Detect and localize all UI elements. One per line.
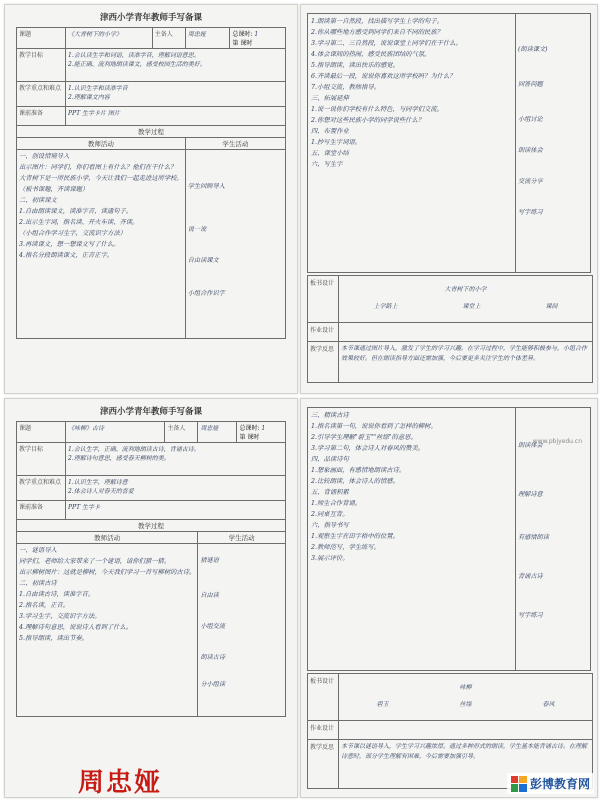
- prep-label: 课前准备: [17, 107, 66, 126]
- lesson-info-table: 课题 《大青树下的小学》 主备人 周忠娅 总课时: 1 第 课时 教学目标 1.会认读生字和词语，读准字音，理解词语意思。 2.能正确、流利地朗读课文，感受校园生活的美好。 教学重点和难点 1.认识生字和读准字音 2.理解课文内容 课前准备 PPT 生字卡片 图片 教学过程 教师活动 学生活动 一、创设情境导入 出示图片：同学们，你们看图上有什么？他们在干什么？ 大青树下是一所民族小学，今天让我们一起走进这所学校。 （板书课题，齐读课题） 二、初读课文 1.自由朗读课文，读准字音，读通句子。 2.出示生字词，指名读、开火车读、齐读。 （小组合作学习生字，交流识字方法） 3.再读课文，想一想课文写了什么。 4.指名分段朗读课文，正音正字。 学生回顾导入 说一说 自由读课文 小组合作识字: [16, 27, 286, 339]
- board-design-table: [307, 673, 593, 789]
- activity-line: 1.抄写生字词语。: [311, 139, 362, 146]
- student-note: 写字练习: [518, 209, 543, 216]
- teacher-value: 周忠娅: [185, 28, 230, 49]
- homework-label: 作业设计: [308, 323, 339, 341]
- activity-line: 1.朗读第一自然段，找出描写学生上学的句子。: [311, 18, 443, 25]
- activity-line: 五、课堂小结: [311, 150, 349, 157]
- activity-line: 一、创设情境导入: [19, 153, 70, 160]
- activity-line: 6.齐读最后一段，说说你喜欢这所学校吗？为什么？: [311, 73, 456, 80]
- activity-line: 二、初读课文: [19, 197, 57, 204]
- reflection-text: 本节课以谜语导入，学生学习兴趣浓厚。通过多种形式的朗读，学生基本能背诵古诗。在理解诗意时，部分学生理解有困难，今后需要加强引导。: [341, 743, 588, 760]
- keypoint-item: 2.体会诗人对春天的喜爱: [68, 488, 134, 495]
- activity-line: 2.同桌互背。: [311, 511, 349, 518]
- lesson-no-label: 第 课时: [232, 40, 253, 47]
- student-note: 学生回顾导入: [187, 183, 225, 190]
- student-note: 猜谜语: [200, 557, 219, 564]
- lesson-info-table: 课题 《咏柳》古诗 主备人 周忠娅 总课时: 1 第 课时 教学目标 1.会认生字，正确、流利地朗读古诗，背诵古诗。 2.理解诗句意思，感受春天柳树的美。 教学重点和难点 1.认识生字，理解诗意 2.体会诗人对春天的喜爱 课前准备 PPT 生字卡 教学过程 教师活动 学生活动 一、谜语导入 同学们，老师给大家带来了一个谜语，请你们猜一猜。 出示柳树图片：这就是柳树，今天我们学习一首写柳树的古诗。 二、初读古诗 1.自由读古诗，读准字音。 2.指名读，正音。 3.学习生字，交流识字方法。 4.理解诗句意思，说说诗人看到了什么。 5.指导朗读，读出节奏。 猜谜语 自由读 小组交流 朗读古诗 分小组读: [16, 421, 286, 717]
- goal-label: 教学目标: [17, 443, 66, 476]
- board-item: 课堂上: [462, 303, 481, 310]
- homework-value: [339, 721, 592, 739]
- activity-line: 五、背诵积累: [311, 489, 349, 496]
- student-note: 分小组读: [200, 681, 226, 688]
- reflection-label: 教学反思: [308, 342, 339, 382]
- activity-line: 一、谜语导入: [19, 547, 57, 554]
- activity-line: 二、初读古诗: [19, 580, 57, 587]
- reflection-text: 本节课通过图片导入，激发了学生的学习兴趣。在学习过程中，学生能够积极参与，小组合作效果较好。但在朗读指导方面还需加强，今后要更多关注学生的个体差异。: [341, 345, 588, 362]
- keypoint-label: 教学重点和难点: [17, 476, 66, 501]
- activity-line: 同学们，老师给大家带来了一个谜语，请你们猜一猜。: [19, 558, 171, 565]
- prep-value: PPT 生字卡: [66, 501, 286, 520]
- board-item: 上学路上: [373, 303, 398, 310]
- keypoint-item: 1.认识生字和读准字音: [68, 85, 128, 92]
- activity-line: 1.观察生字在田字格中的位置。: [311, 533, 399, 540]
- student-note: 朗读体会: [518, 442, 543, 449]
- watermark-logo[interactable]: [507, 773, 594, 794]
- goal-item: 2.理解诗句意思，感受春天柳树的美。: [68, 455, 170, 462]
- prep-label: 课前准备: [17, 501, 66, 520]
- activity-line: 2.教师范写，学生练写。: [311, 544, 380, 551]
- lesson-plan-sheet-2: [300, 4, 598, 394]
- student-note: 回答问题: [518, 81, 543, 88]
- activity-line: 1.想象画面，有感情地朗读古诗。: [311, 467, 406, 474]
- board-item: 春风: [542, 701, 555, 708]
- student-note: 自由读课文: [187, 257, 219, 264]
- activity-line: 3.学习第二句，体会诗人对春风的赞美。: [311, 445, 425, 452]
- activity-line: 出示柳树图片：这就是柳树，今天我们学习一首写柳树的古诗。: [19, 569, 196, 576]
- activity-line: 大青树下是一所民族小学，今天让我们一起走进这所学校。: [19, 175, 183, 182]
- student-note: 说一说: [187, 226, 207, 233]
- activity-line: 3.学习第二、三自然段，说说课堂上同学们在干什么。: [311, 40, 462, 47]
- board-title: 大青树下的小学: [444, 286, 487, 293]
- student-note: (朗读课文): [518, 46, 548, 53]
- teacher-label: 主备人: [165, 422, 198, 443]
- homework-label: 作业设计: [308, 721, 339, 739]
- teacher-col-header: 教师活动: [17, 138, 186, 150]
- goal-label: 教学目标: [17, 49, 66, 82]
- teacher-col-header: 教师活动: [17, 532, 198, 544]
- board-item: 丝绦: [459, 701, 472, 708]
- activity-line: 三、拓展延伸: [311, 95, 349, 102]
- activity-line: 1.说一说你们学校有什么特色，与同学们交流。: [311, 106, 443, 113]
- lesson-plan-sheet-3: [4, 398, 298, 798]
- board-item: 课间: [545, 303, 558, 310]
- topic-label: 课题: [17, 422, 66, 443]
- activity-line: 1.自由读古诗，读准字音。: [19, 591, 95, 598]
- activity-line: 2.比较朗读，体会诗人的情感。: [311, 478, 399, 485]
- student-note: 写字练习: [518, 612, 543, 619]
- activity-line: 1.师生合作背诵。: [311, 500, 362, 507]
- student-note: 小组讨论: [518, 116, 543, 123]
- activity-line: 四、品读诗句: [311, 456, 349, 463]
- watermark-name: 彭博教育网: [529, 777, 590, 791]
- activity-line: 出示图片：同学们，你们看图上有什么？他们在干什么？: [19, 164, 177, 171]
- activity-line: 2.出示生字词，指名读、开火车读、齐读。: [19, 219, 139, 226]
- activity-line: 四、布置作业: [311, 128, 349, 135]
- teacher-value: 周忠娅: [198, 422, 237, 443]
- activity-line: 2.你想对这些民族小学的同学说些什么？: [311, 117, 425, 124]
- activity-line: 六、写生字: [311, 161, 343, 168]
- activity-line: 4.理解诗句意思，说说诗人看到了什么。: [19, 624, 133, 631]
- activity-line: 2.你从哪些地方感受到同学们来自不同的民族？: [311, 29, 443, 36]
- goal-item: 1.会认读生字和词语，读准字音，理解词语意思。: [68, 52, 200, 59]
- activity-line: 2.引导学生理解"碧玉""丝绦"的意思。: [311, 434, 417, 441]
- lesson-plan-sheet-4: [300, 398, 598, 798]
- goal-item: 1.会认生字，正确、流利地朗读古诗，背诵古诗。: [68, 446, 200, 453]
- board-design-table: [307, 275, 593, 383]
- board-item: 碧玉: [376, 701, 389, 708]
- topic-value: 《咏柳》古诗: [66, 422, 165, 443]
- student-note: 朗读体会: [518, 147, 543, 154]
- teacher-label: 主备人: [152, 28, 185, 49]
- reflection-label: 教学反思: [308, 740, 339, 788]
- author-name: 周忠娅: [78, 768, 163, 798]
- keypoint-label: 教学重点和难点: [17, 82, 66, 107]
- activity-line: 5.指导朗读，读出快乐的感觉。: [311, 62, 399, 69]
- activity-line: 2.指名读，正音。: [19, 602, 70, 609]
- process-label: 教学过程: [17, 520, 286, 532]
- activity-line: 1.自由朗读课文，读准字音，读通句子。: [19, 208, 133, 215]
- logo-icon: [511, 776, 527, 792]
- student-note: 交流分享: [518, 178, 543, 185]
- activity-line: （小组合作学习生字，交流识字方法）: [19, 230, 127, 237]
- keypoint-item: 2.理解课文内容: [68, 94, 110, 101]
- student-note: 小组交流: [200, 623, 226, 630]
- activity-line: （板书课题，齐读课题）: [19, 186, 89, 193]
- topic-value: 《大青树下的小学》: [66, 28, 153, 49]
- hours-value: 1: [261, 425, 266, 432]
- sheet-title: 津西小学青年教师手写备课: [99, 13, 202, 23]
- watermark-url: www.pbjyedu.cn: [532, 438, 582, 445]
- student-col-header: 学生活动: [198, 532, 286, 544]
- hours-label: 总课时: [239, 425, 258, 432]
- student-note: 小组合作识字: [187, 290, 225, 297]
- topic-label: 课题: [17, 28, 66, 49]
- activity-line: 三、精读古诗: [311, 412, 349, 419]
- hours-value: 1: [254, 31, 259, 38]
- activity-line: 7.小组交流，教师指导。: [311, 84, 380, 91]
- student-note: 自由读: [200, 592, 219, 599]
- activity-line: 六、指导书写: [311, 522, 349, 529]
- hours-label: 总课时: [232, 31, 251, 38]
- process-label: 教学过程: [17, 126, 286, 138]
- student-note: 朗读古诗: [200, 654, 226, 661]
- prep-value: PPT 生字卡片 图片: [66, 107, 286, 126]
- lesson-plan-sheet-1: [4, 4, 298, 394]
- goal-item: 2.能正确、流利地朗读课文，感受校园生活的美好。: [68, 61, 206, 68]
- student-note: 理解诗意: [518, 491, 543, 498]
- sheet-title: 津西小学青年教师手写备课: [99, 407, 202, 417]
- activity-line: 4.体会课间的热闹，感受民族团结的气氛。: [311, 51, 431, 58]
- lesson-no-label: 第 课时: [239, 434, 260, 441]
- board-title: 咏柳: [459, 684, 472, 691]
- activity-line: 4.指名分段朗读课文，正音正字。: [19, 252, 114, 259]
- student-note: 有感情朗读: [518, 534, 549, 541]
- student-col-header: 学生活动: [185, 138, 285, 150]
- keypoint-item: 1.认识生字，理解诗意: [68, 479, 128, 486]
- homework-value: [339, 323, 592, 341]
- activity-line: 3.再读课文，想一想课文写了什么。: [19, 241, 120, 248]
- activity-line: 3.学习生字，交流识字方法。: [19, 613, 101, 620]
- board-label: 板书设计: [308, 276, 339, 322]
- activity-line: 5.指导朗读，读出节奏。: [19, 635, 88, 642]
- board-label: 板书设计: [308, 674, 339, 720]
- student-note: 背诵古诗: [518, 573, 543, 580]
- activity-line: 1.指名读第一句，说说你看到了怎样的柳树。: [311, 423, 437, 430]
- activity-line: 3.展示评价。: [311, 555, 349, 562]
